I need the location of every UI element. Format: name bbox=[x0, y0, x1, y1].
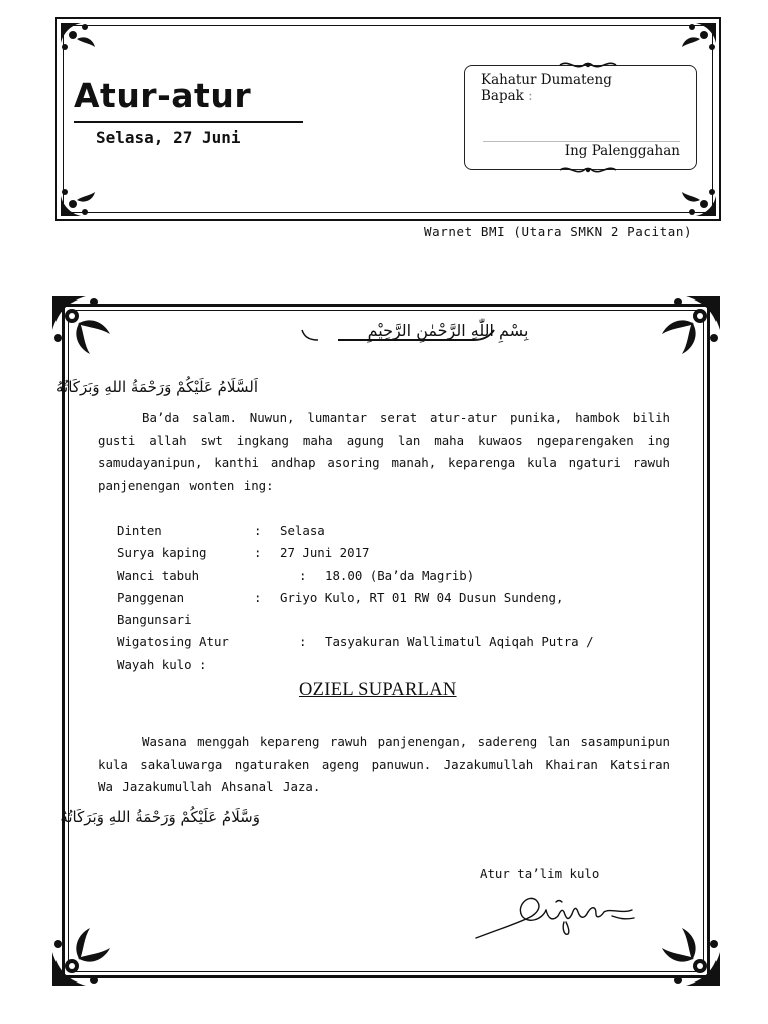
corner-ornament-bottom-left bbox=[59, 180, 99, 218]
detail-sep: : bbox=[254, 545, 262, 560]
corner-ornament-top-right bbox=[678, 21, 718, 59]
letter-corner-ornament-bottom-right bbox=[658, 926, 722, 988]
detail-label: Surya kaping bbox=[117, 545, 207, 560]
detail-label: Bangunsari bbox=[117, 612, 192, 627]
closing-paragraph-text: Wasana menggah kepareng rawuh panjenengan, sadereng lan sasampunipun kula sakaluwarga ngaturaken ageng panuwun. Jazakumullah Khairan Katsiran Wa Jazakumullah Ahsanal Jaza. bbox=[98, 734, 670, 794]
address-box bbox=[464, 65, 697, 170]
title-underline bbox=[74, 121, 303, 123]
detail-row-bangunsari bbox=[117, 612, 192, 627]
detail-label: Panggenan bbox=[117, 590, 185, 605]
detail-row-wayah-kulo bbox=[117, 657, 207, 672]
child-name: OZIEL SUPARLAN bbox=[299, 680, 457, 700]
corner-ornament-bottom-right bbox=[678, 180, 718, 218]
detail-label: Dinten bbox=[117, 523, 162, 538]
address-recipient-colon: : bbox=[528, 88, 533, 104]
detail-sep: : bbox=[254, 523, 262, 538]
salam-opening: اَلسَّلَامُ عَلَيْكُمْ وَرَحْمَةُ اللهِ وَبَرَكَاتُهُ bbox=[56, 378, 258, 396]
closing-paragraph bbox=[98, 731, 670, 799]
sender-footer-text: Warnet BMI (Utara SMKN 2 Pacitan) bbox=[424, 224, 693, 239]
envelope-date: Selasa, 27 Juni bbox=[96, 128, 241, 147]
detail-label: Wanci tabuh bbox=[117, 568, 200, 583]
opening-paragraph-text: Ba’da salam. Nuwun, lumantar serat atur-atur punika, hambok bilih gusti allah swt ingkang maha agung lan maha kuwaos ngeparengaken ing samudayanipun, kanthi andhap asoring manah, keparenga kula ngaturi rawuh panjenengan wonten ing: bbox=[98, 410, 670, 493]
corner-ornament-top-left bbox=[59, 21, 99, 59]
basmala-text: بِسْمِ اللّٰهِ الرَّحْمٰنِ الرَّحِيْمِ bbox=[367, 321, 529, 340]
sender-footer bbox=[424, 221, 724, 239]
address-box-ornament-bottom bbox=[558, 164, 618, 176]
address-greeting: Kahatur Dumateng bbox=[481, 72, 612, 88]
detail-sep: : bbox=[254, 590, 262, 605]
detail-sep: : bbox=[299, 568, 307, 583]
opening-paragraph bbox=[98, 407, 670, 497]
salam-closing: وَسَّلَامُ عَلَيْكُمْ وَرَحْمَةُ اللهِ وَبَرَكَاتُهُ bbox=[60, 808, 260, 826]
detail-label: Wigatosing Atur bbox=[117, 634, 229, 649]
detail-value: Tasyakuran Wallimatul Aqiqah Putra / bbox=[325, 634, 594, 649]
detail-row-dinten bbox=[117, 523, 325, 538]
signature bbox=[472, 888, 642, 946]
address-box-ornament-top bbox=[558, 59, 618, 71]
detail-row-surya-kaping bbox=[117, 545, 370, 560]
detail-label: Wayah kulo : bbox=[117, 657, 207, 672]
closing-phrase: Atur ta’lim kulo bbox=[480, 866, 600, 881]
letter-corner-ornament-top-right bbox=[658, 294, 722, 356]
detail-row-wigatosing-atur bbox=[117, 634, 594, 649]
detail-value: 18.00 (Ba’da Magrib) bbox=[325, 568, 475, 583]
letter-corner-ornament-top-left bbox=[50, 294, 114, 356]
detail-row-wanci-tabuh bbox=[117, 568, 474, 583]
address-recipient-label: Bapak bbox=[481, 88, 524, 104]
address-place: Ing Palenggahan bbox=[564, 143, 680, 159]
address-name-rule bbox=[483, 141, 680, 142]
detail-value: 27 Juni 2017 bbox=[280, 545, 370, 560]
address-recipient-line bbox=[481, 88, 533, 104]
detail-sep: : bbox=[299, 634, 307, 649]
detail-value: Griyo Kulo, RT 01 RW 04 Dusun Sundeng, bbox=[280, 590, 564, 605]
envelope-title: Atur-atur bbox=[74, 76, 252, 115]
basmala-calligraphy bbox=[298, 310, 529, 350]
detail-row-panggenan bbox=[117, 590, 563, 605]
letter-corner-ornament-bottom-left bbox=[50, 926, 114, 988]
detail-value: Selasa bbox=[280, 523, 325, 538]
